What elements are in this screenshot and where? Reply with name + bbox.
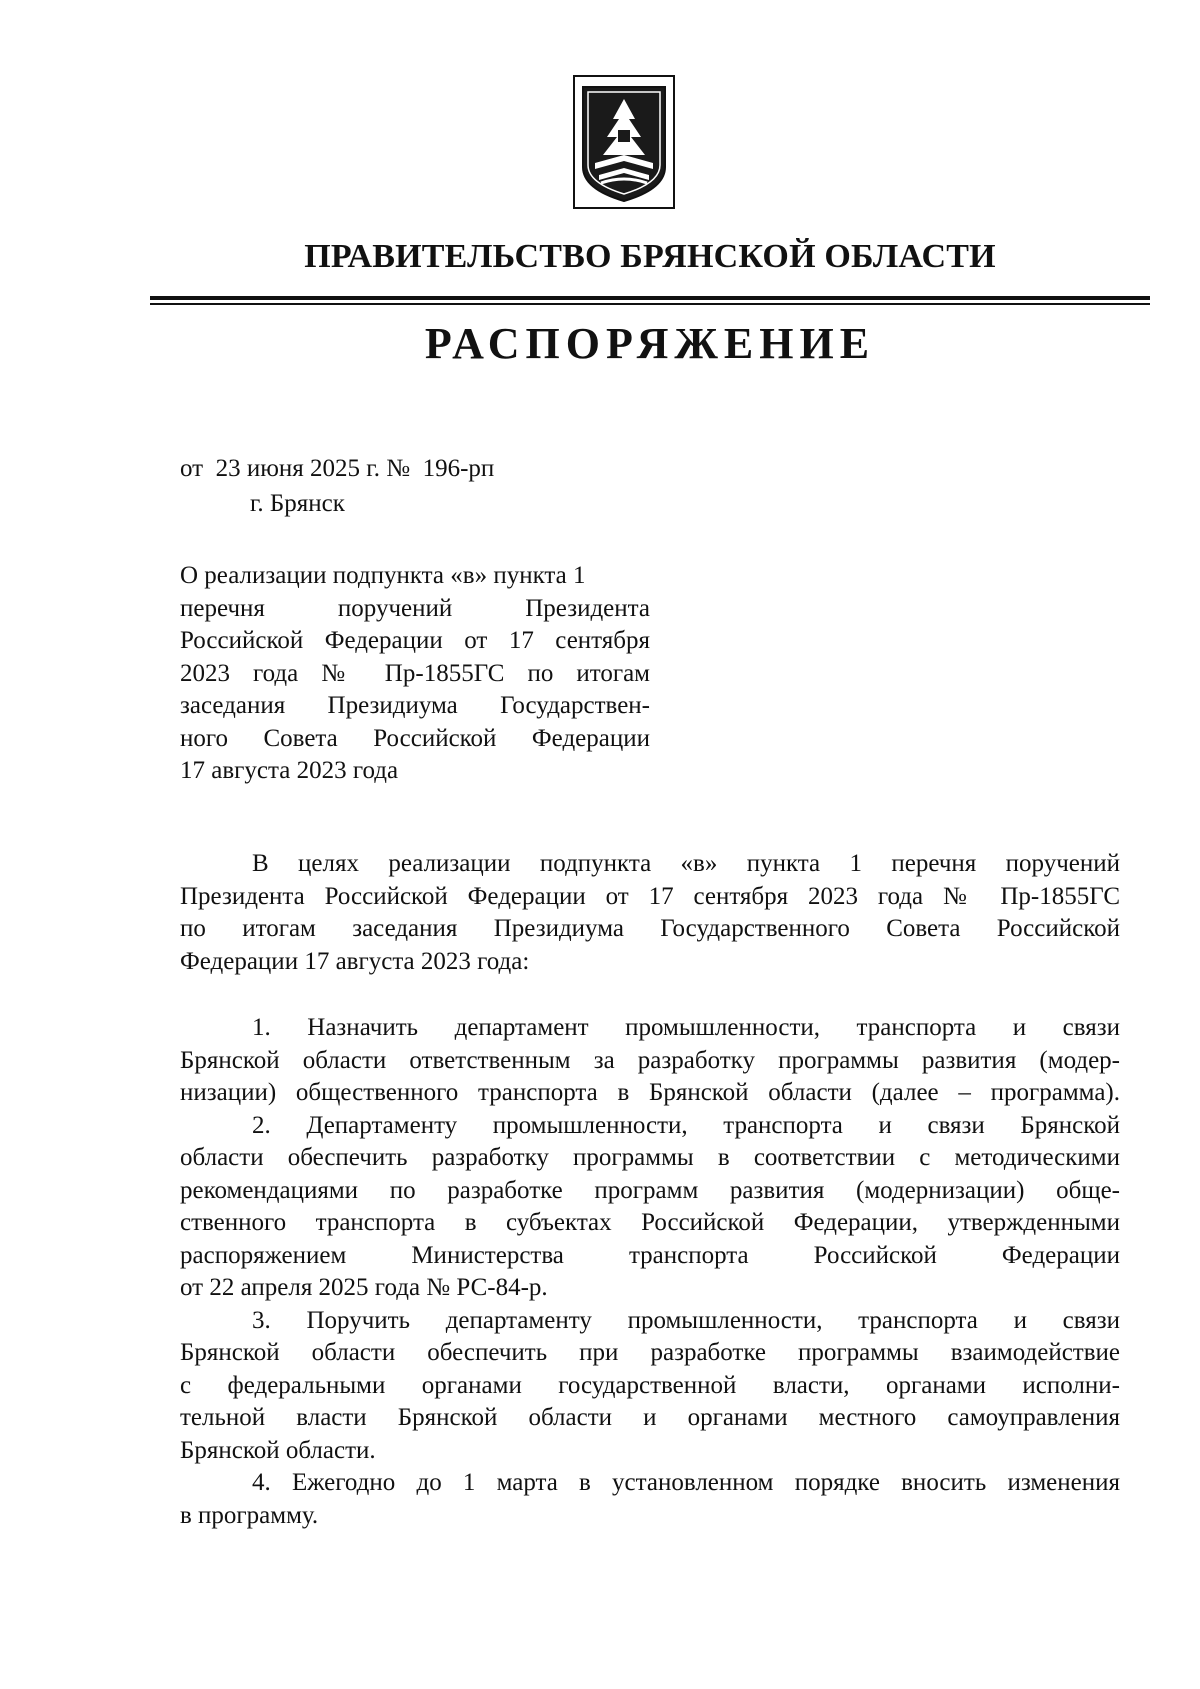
body-line: тельной власти Брянской области и органами местного самоуправления <box>180 1404 1120 1431</box>
subject-line: перечня поручений Президента <box>180 594 650 622</box>
document-body <box>180 848 1120 1532</box>
subject-line: заседания Президиума Государствен- <box>180 692 650 719</box>
item-2-paragraph <box>180 1110 1120 1305</box>
document-subject <box>180 560 650 788</box>
document-kind-title: РАСПОРЯЖЕНИЕ <box>424 319 876 368</box>
organization-title: ПРАВИТЕЛЬСТВО БРЯНСКОЙ ОБЛАСТИ <box>304 238 996 275</box>
body-line: области обеспечить разработку программы в соответствии с методическими <box>180 1144 1120 1171</box>
document-city: г. Брянск <box>250 490 345 517</box>
body-line: 3. Поручить департаменту промышленности, транспорта и связи <box>252 1306 1120 1334</box>
subject-line: О реализации подпункта «в» пункта 1 <box>180 562 586 589</box>
item-4-paragraph <box>180 1467 1120 1532</box>
body-line: низации) общественного транспорта в Брянской области (далее – программа). <box>180 1079 1120 1106</box>
header-double-rule <box>150 296 1150 306</box>
body-line: Федерации 17 августа 2023 года: <box>180 947 530 975</box>
body-line: в программу. <box>180 1501 319 1529</box>
body-line: 4. Ежегодно до 1 марта в установленном порядке вносить изменения <box>252 1469 1120 1496</box>
body-line: В целях реализации подпункта «в» пункта 1 перечня поручений <box>252 850 1120 877</box>
body-line: 1. Назначить департамент промышленности, транспорта и связи <box>252 1014 1120 1041</box>
item-1-paragraph <box>180 1012 1120 1110</box>
subject-line: Российской Федерации от 17 сентября <box>180 627 650 654</box>
body-line: ственного транспорта в субъектах Российской Федерации, утвержденными <box>180 1209 1120 1236</box>
body-line: Брянской области обеспечить при разработке программы взаимодействие <box>180 1339 1120 1366</box>
subject-line: 17 августа 2023 года <box>180 757 399 784</box>
preamble-paragraph <box>180 848 1120 978</box>
subject-line: 2023 года № Пр-1855ГС по итогам <box>180 659 650 687</box>
bryansk-region-coat-of-arms-icon <box>573 75 675 209</box>
subject-line: ного Совета Российской Федерации <box>180 724 650 752</box>
body-line: Президента Российской Федерации от 17 сентября 2023 года № Пр-1855ГС <box>180 882 1120 910</box>
body-line: от 22 апреля 2025 года № РС-84-р. <box>180 1274 548 1301</box>
body-line: с федеральными органами государственной власти, органами исполни- <box>180 1371 1120 1399</box>
body-line: рекомендациями по разработке программ развития (модернизации) обще- <box>180 1176 1120 1204</box>
document-date-number: от 23 июня 2025 г. № 196-рп <box>180 455 495 482</box>
item-3-paragraph <box>180 1305 1120 1468</box>
body-line: распоряжением Министерства транспорта Российской Федерации <box>180 1241 1120 1269</box>
body-line: по итогам заседания Президиума Государственного Совета Российской <box>180 915 1120 942</box>
body-line: Брянской области ответственным за разработку программы развития (модер- <box>180 1046 1120 1074</box>
body-line: Брянской области. <box>180 1436 376 1464</box>
body-line: 2. Департаменту промышленности, транспорта и связи Брянской <box>252 1111 1120 1139</box>
